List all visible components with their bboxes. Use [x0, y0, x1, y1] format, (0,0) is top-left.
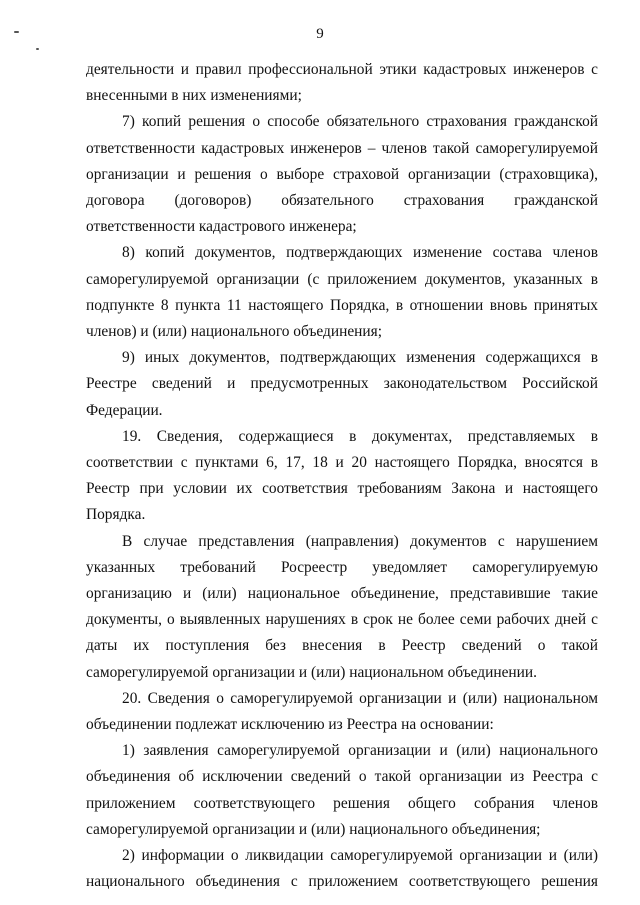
paragraph: 7) копий решения о способе обязательного страхования гражданской ответственности кадастровых инженеров – членов такой саморегулируемой организации и решения о выборе страховой организации (страховщика), договора (договоров) обязательного страхования гражданской ответственности кадастрового инженера; [86, 113, 598, 236]
page-number: 9 [316, 26, 324, 42]
paragraph: 2) информации о ликвидации саморегулируемой организации и (или) национального объединения с приложением соответствующего решения [86, 847, 598, 891]
paragraph: 8) копий документов, подтверждающих изменение состава членов саморегулируемой организации (с приложением документов, указанных в подпункте 8 пункта 11 настоящего Порядка, в отношении вновь принятых членов) и (или) национального объединения; [86, 244, 598, 341]
paragraph: 1) заявления саморегулируемой организации и (или) национального объединения об исключении сведений о такой организации из Реестра с приложением соответствующего решения общего собрания членов саморегулируемой организации и (или) национального объединения; [86, 742, 598, 838]
paragraph: 20. Сведения о саморегулируемой организации и (или) национальном объединении подлежат исключению из Реестра на основании: [86, 689, 598, 734]
scan-mark [36, 48, 39, 50]
document-body [86, 57, 598, 896]
paragraph: 9) иных документов, подтверждающих изменения содержащихся в Реестре сведений и предусмотренных законодательством Российской Федерации. [86, 349, 598, 419]
paragraph: деятельности и правил профессиональной этики кадастровых инженеров с внесенными в них изменениями; [86, 61, 598, 105]
paragraph: 19. Сведения, содержащиеся в документах, представляемых в соответствии с пунктами 6, 17, 18 и 20 настоящего Порядка, вносятся в Реестр при условии их соответствия требованиям Закона и настоящего Порядка. [86, 427, 598, 524]
paragraph: В случае представления (направления) документов с нарушением указанных требований Росреестр уведомляет саморегулируемую организацию и (или) национальное объединение, представившие такие документы, о выявленных нарушениях в срок не более семи рабочих дней с даты их поступления без внесения в Реестр сведений о такой саморегулируемой организации и (или) национальном объединении. [86, 532, 598, 681]
